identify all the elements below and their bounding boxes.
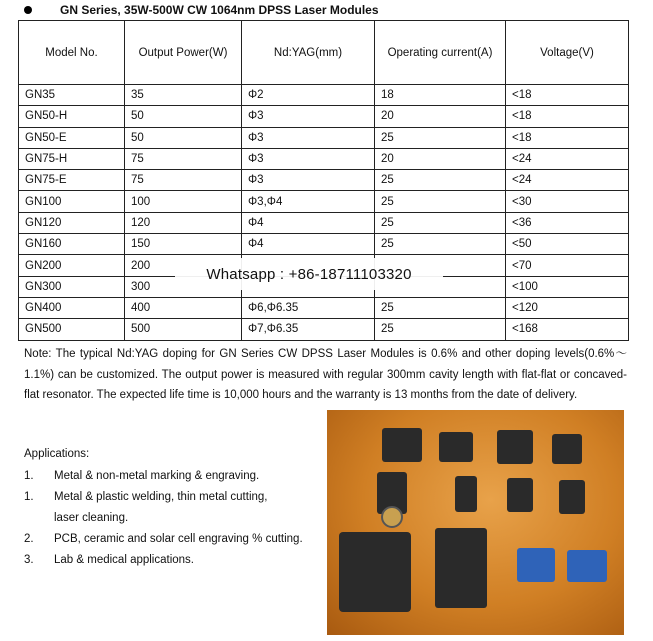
table-row	[19, 148, 629, 169]
table-cell: GN75-H	[19, 148, 125, 169]
laser-module-image	[517, 548, 555, 582]
table-cell: 100	[125, 191, 242, 212]
table-row	[19, 106, 629, 127]
table-cell: <36	[506, 212, 629, 233]
table-cell: <100	[506, 276, 629, 297]
item-text: PCB, ceramic and solar cell engraving % cutting.	[54, 533, 303, 545]
table-cell: 300	[125, 276, 242, 297]
table-cell: Φ3	[242, 127, 375, 148]
laser-module-image	[439, 432, 473, 462]
table-row	[19, 85, 629, 106]
application-item	[24, 529, 303, 549]
table-row	[19, 170, 629, 191]
table-cell: <24	[506, 148, 629, 169]
table-cell: 20	[375, 106, 506, 127]
table-cell: <168	[506, 319, 629, 340]
table-cell: Φ2	[242, 85, 375, 106]
note-paragraph: Note: The typical Nd:YAG doping for GN Series CW DPSS Laser Modules is 0.6% and other doping levels(0.6%～1.1%) can be customized. The output power is measured with regular 300mm cavity length with flat-flat or concaved-flat resonator. The expected life time is 10,000 hours and the warranty is 13 months from the date of delivery.	[24, 348, 627, 401]
item-number: 1.	[24, 491, 34, 503]
table-cell: 25	[375, 212, 506, 233]
laser-module-image	[455, 476, 477, 512]
section-heading	[24, 2, 379, 18]
table-cell: <30	[506, 191, 629, 212]
laser-modules-photo	[327, 410, 624, 635]
bullet-icon	[24, 6, 32, 14]
table-cell: 50	[125, 106, 242, 127]
table-cell: 25	[375, 234, 506, 255]
table-cell: GN400	[19, 297, 125, 318]
table-cell: 120	[125, 212, 242, 233]
laser-module-image	[339, 532, 411, 612]
table-cell: 200	[125, 255, 242, 276]
table-cell: Φ4	[242, 234, 375, 255]
application-item	[24, 487, 268, 507]
column-header: Operating current(A)	[375, 21, 506, 85]
table-cell: <18	[506, 85, 629, 106]
table-cell: Φ4	[242, 212, 375, 233]
table-row	[19, 212, 629, 233]
whatsapp-watermark: Whatsapp : +86-18711103320	[175, 258, 443, 290]
table-cell: 500	[125, 319, 242, 340]
table-cell: 150	[125, 234, 242, 255]
item-text: Lab & medical applications.	[54, 554, 194, 566]
table-cell: 25	[375, 170, 506, 191]
table-cell: 20	[375, 148, 506, 169]
table-cell: 25	[375, 297, 506, 318]
column-header: Nd:YAG(mm)	[242, 21, 375, 85]
table-cell: 35	[125, 85, 242, 106]
laser-module-image	[435, 528, 487, 608]
table-cell: <50	[506, 234, 629, 255]
table-cell: GN120	[19, 212, 125, 233]
table-cell: 50	[125, 127, 242, 148]
laser-module-image	[567, 550, 607, 582]
heading-text: GN Series, 35W-500W CW 1064nm DPSS Laser Modules	[60, 3, 379, 17]
table-row	[19, 297, 629, 318]
table-cell: 25	[375, 191, 506, 212]
column-header: Model No.	[19, 21, 125, 85]
table-cell: 75	[125, 170, 242, 191]
table-body	[19, 85, 629, 341]
item-number: 3.	[24, 554, 34, 566]
table-cell: <18	[506, 127, 629, 148]
table-cell: Φ3	[242, 170, 375, 191]
item-text: laser cleaning.	[54, 512, 129, 524]
table-header-row	[19, 21, 629, 85]
table-cell: Φ7,Φ6.35	[242, 319, 375, 340]
table-cell: 25	[375, 127, 506, 148]
table-cell: Φ6,Φ6.35	[242, 297, 375, 318]
table-cell: 25	[375, 319, 506, 340]
table-cell: <120	[506, 297, 629, 318]
column-header: Output Power(W)	[125, 21, 242, 85]
application-item-continuation	[24, 508, 128, 528]
column-header: Voltage(V)	[506, 21, 629, 85]
table-cell: Φ3,Φ4	[242, 191, 375, 212]
table-cell: GN75-E	[19, 170, 125, 191]
laser-module-image	[552, 434, 582, 464]
table-cell: <24	[506, 170, 629, 191]
table-cell: <18	[506, 106, 629, 127]
table-row	[19, 319, 629, 340]
laser-module-image	[497, 430, 533, 464]
table-cell: GN35	[19, 85, 125, 106]
item-text: Metal & non-metal marking & engraving.	[54, 470, 260, 482]
item-text: Metal & plastic welding, thin metal cutting,	[54, 491, 268, 503]
spec-table	[18, 20, 629, 341]
table-cell: 75	[125, 148, 242, 169]
table-row	[19, 234, 629, 255]
table-cell: GN50-E	[19, 127, 125, 148]
table-cell: GN300	[19, 276, 125, 297]
laser-module-image	[382, 428, 422, 462]
table-cell: GN100	[19, 191, 125, 212]
table-cell: GN500	[19, 319, 125, 340]
table-cell: GN160	[19, 234, 125, 255]
laser-module-image	[559, 480, 585, 514]
table-row	[19, 191, 629, 212]
table-cell: <70	[506, 255, 629, 276]
laser-module-image	[507, 478, 533, 512]
table-cell: GN50-H	[19, 106, 125, 127]
table-cell: Φ3	[242, 106, 375, 127]
table-cell: Φ3	[242, 148, 375, 169]
table-cell: GN200	[19, 255, 125, 276]
table-cell: 18	[375, 85, 506, 106]
applications-title: Applications:	[24, 448, 90, 460]
item-number: 2.	[24, 533, 34, 545]
item-number: 1.	[24, 470, 34, 482]
lens-image	[381, 506, 403, 528]
application-item	[24, 466, 259, 486]
table-cell: 400	[125, 297, 242, 318]
table-row	[19, 127, 629, 148]
application-item	[24, 550, 194, 570]
